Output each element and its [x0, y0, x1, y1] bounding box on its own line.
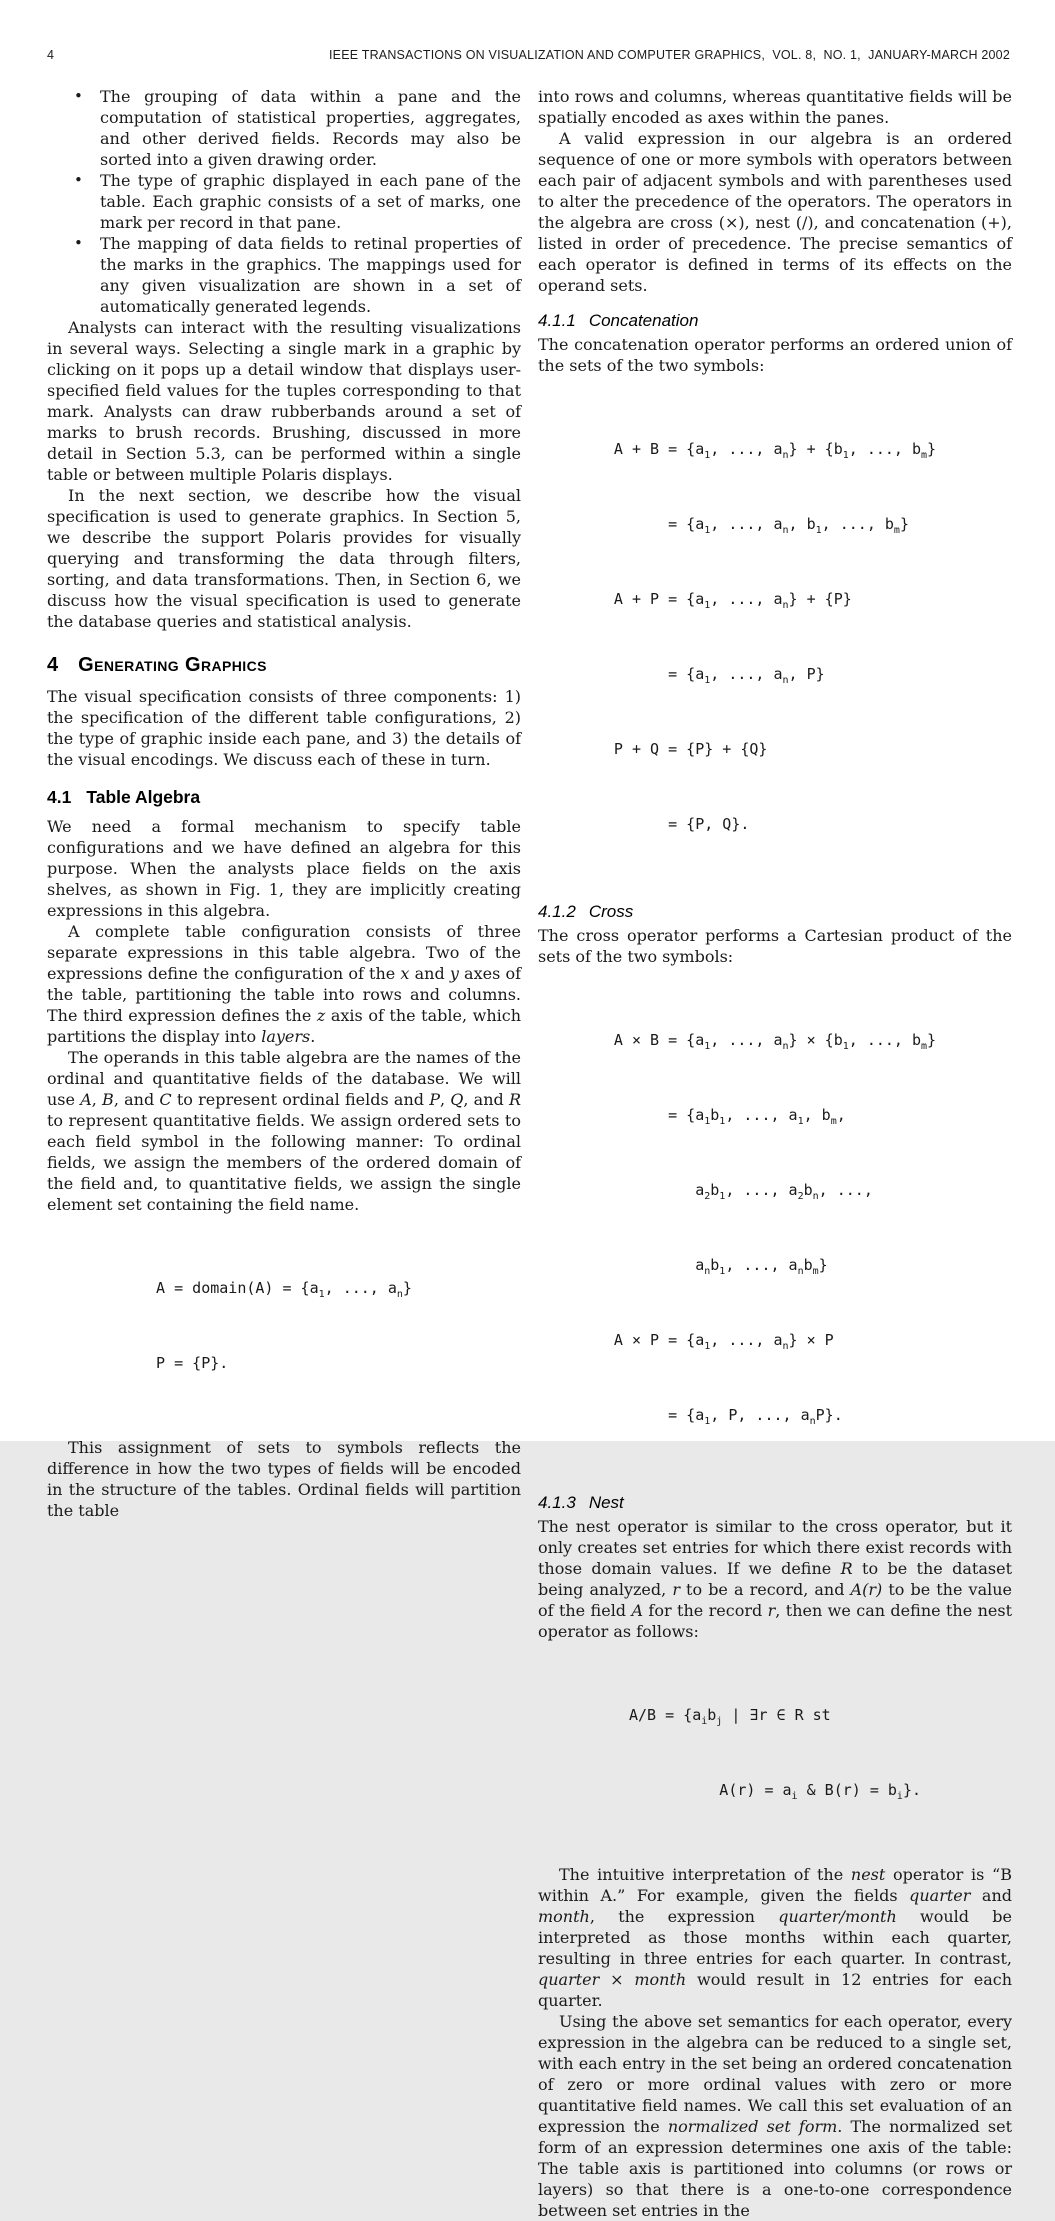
equation-line: $a_2b_1$, ..., $a_2b_n$, ...,: [613, 1181, 873, 1202]
bullet-list: [47, 86, 521, 317]
bullet-text: The type of graphic displayed in each pane of the table. Each graphic consists of a set of marks, one mark per record in that pane.: [100, 171, 521, 232]
equation-line: = {$a_1$, ..., $a_n$, $b_1$, ..., $b_m$}: [613, 515, 909, 536]
journal-title: IEEE TRANSACTIONS ON VISUALIZATION AND COMPUTER GRAPHICS, VOL. 8, NO. 1, JANUARY-MARCH 2002: [329, 48, 1010, 62]
equation-line: $A + P = \{a_1$, ..., $a_n\} + \{P\}$: [613, 590, 852, 611]
column-right: [538, 86, 1012, 2221]
equation-line: $A/B = \{a_ib_j$ | ∃r ∈ R st: [628, 1706, 831, 1727]
paragraph-using-semantics: Using the above set semantics for each operator, every expression in the algebra can be reduced to a single set, with each entry in the set being an ordered concatenation of zero or more ordinal values with zero or more quantitative field names. We call this set evaluation of an expression the normalized set form. The normalized set form of an expression determines one axis of the table: The table axis is partitioned into columns (or rows or layers) so that there is a one-to-one correspondence between set entries in the: [538, 2012, 1013, 2220]
subsection-number: 4.1: [47, 787, 72, 807]
paragraph-assignment: This assignment of sets to symbols reflects the difference in how the two types of fields will be encoded in the structure of the tables. Ordinal fields will partition the table: [47, 1438, 521, 1520]
paragraph-interaction: Analysts can interact with the resulting visualizations in several ways. Selecting a single mark in a graphic by clicking on it pops up a detail window that displays user-specified field values for the tuples corresponding to that mark. Analysts can draw rubberbands around a set of marks to brush records. Brushing, discussed in more detail in Section 5.3, can be performed within a single table or between multiple Polaris displays.: [47, 318, 521, 484]
equation-line: A = domain(A) = {$a_1$, ..., $a_n$}: [156, 1279, 412, 1300]
equation-line: $a_nb_1$, ..., $a_nb_m$}: [613, 1256, 828, 1277]
subsubsection-heading-cross: [538, 901, 1012, 922]
equation-block-cross: [614, 978, 936, 1478]
paragraph-complete-configuration: A complete table configuration consists of three separate expressions in this table algebra. Two of the expressions define the configuration of the x and y axes of the table, partitioning the table into rows and columns. The third expression defines the z axis of the table, which partitions the display into layers.: [47, 922, 522, 1046]
section-title: Generating Graphics: [78, 654, 267, 676]
bullet-item: [47, 170, 521, 233]
subsection-title: Table Algebra: [86, 787, 201, 807]
equation-line: = {$a_1$, P, ..., $a_nP$}.: [613, 1406, 843, 1427]
equation-line: $A \times P = \{a_1$, ..., $a_n\} \times P$: [613, 1331, 834, 1352]
subsubsection-number: 4.1.1: [538, 311, 576, 330]
paragraph-continuation: into rows and columns, whereas quantitative fields will be spatially encoded as axes within the panes.: [538, 87, 1012, 127]
equation-block-concatenation: [614, 387, 936, 887]
section-number: 4: [47, 654, 59, 676]
bullet-item: [47, 233, 521, 317]
equation-line: = {$a_1$, ..., $a_n$, P}: [613, 665, 825, 686]
equation-line: = {P, Q}.: [613, 815, 750, 833]
bullet-item: [47, 86, 521, 170]
paragraph-operands: The operands in this table algebra are the names of the ordinal and quantitative fields of the database. We will use A, B, and C to represent ordinal fields and P, Q, and R to represent quantitative fields. We assign ordered sets to each field symbol in the following manner: To ordinal fields, we assign the members of the ordered domain of the field and, to quantitative fields, we assign the single element set containing the field name.: [47, 1048, 522, 1214]
equation-line: $A \times B = \{a_1$, ..., $a_n\} \times \{b_1$, ..., $b_m$}: [613, 1031, 937, 1052]
paragraph-valid-expression: A valid expression in our algebra is an ordered sequence of one or more symbols with operators between each pair of adjacent symbols and with parentheses used to alter the precedence of the operators. The operators in the algebra are cross (×), nest (/), and concatenation (+), listed in order of precedence. The precise semantics of each operator is defined in terms of its effects on the operand sets.: [538, 129, 1012, 295]
paragraph-formal-mechanism: We need a formal mechanism to specify table configurations and we have defined an algebra for this purpose. When the analysts place fields on the axis shelves, as shown in Fig. 1, they are implicitly creating expressions in this algebra.: [47, 817, 521, 920]
bullet-icon: •: [74, 171, 83, 189]
equation-block-nest: [629, 1653, 921, 1853]
equation-line: $A + B = \{a_1$, ..., $a_n\} + \{b_1$, ..., $b_m$}: [613, 440, 937, 461]
equation-line: P + Q = {P} + {Q}: [613, 740, 768, 758]
paragraph-next-section: In the next section, we describe how the visual specification is used to generate graphics. In Section 5, we describe the support Polaris provides for visually querying and transforming the data through filters, sorting, and data transformations. Then, in Section 6, we discuss how the visual specification is used to generate the database queries and statistical analysis.: [47, 486, 521, 631]
page-number: 4: [47, 48, 54, 62]
subsubsection-number: 4.1.3: [538, 1493, 576, 1512]
paragraph-visual-specification: The visual specification consists of three components: 1) the specification of the different table configurations, 2) the type of graphic inside each pane, and 3) the details of the visual encodings. We discuss each of these in turn.: [47, 687, 521, 769]
column-left: [47, 86, 521, 1521]
paragraph-nest: The nest operator is similar to the cross operator, but it only creates set entries for which there exist records with those domain values. If we define R to be the dataset being analyzed, r to be a record, and A(r) to be the value of the field A for the record r, then we can define the nest operator as follows:: [538, 1517, 1013, 1641]
section-heading-generating-graphics: [47, 655, 521, 676]
subsection-heading-table-algebra: [47, 787, 521, 808]
subsubsection-title: Cross: [588, 902, 634, 921]
paragraph-cross: The cross operator performs a Cartesian product of the sets of the two symbols:: [538, 926, 1012, 966]
paragraph-concatenation: The concatenation operator performs an ordered union of the sets of the two symbols:: [538, 335, 1012, 375]
paragraph-intuitive: The intuitive interpretation of the nest operator is “B within A.” For example, given the fields quarter and month, the expression quarter/month would be interpreted as those months within each quarter, resulting in three entries for each quarter. In contrast, quarter × month would result in 12 entries for each quarter.: [538, 1865, 1013, 2010]
equation-line: = {$a_1b_1$, ..., $a_1$, $b_m$,: [613, 1106, 846, 1127]
subsubsection-title: Nest: [588, 1493, 624, 1512]
bullet-text: The mapping of data fields to retinal properties of the marks in the graphics. The mappings used for any given visualization are shown in a set of automatically generated legends.: [100, 234, 521, 316]
bullet-icon: •: [74, 87, 83, 105]
subsubsection-title: Concatenation: [588, 311, 699, 330]
subsubsection-number: 4.1.2: [538, 902, 576, 921]
equation-line: P = {P}.: [156, 1354, 229, 1372]
subsubsection-heading-nest: [538, 1492, 1012, 1513]
equation-block-domain: [156, 1226, 412, 1426]
subsubsection-heading-concatenation: [538, 310, 1012, 331]
equation-line: $A(r) = a_i$ & $B(r) = b_i$}.: [628, 1781, 922, 1802]
bullet-icon: •: [74, 234, 83, 252]
bullet-text: The grouping of data within a pane and the computation of statistical properties, aggregates, and other derived fields. Records may also be sorted into a given drawing order.: [100, 87, 521, 169]
page-header: [47, 48, 1010, 66]
